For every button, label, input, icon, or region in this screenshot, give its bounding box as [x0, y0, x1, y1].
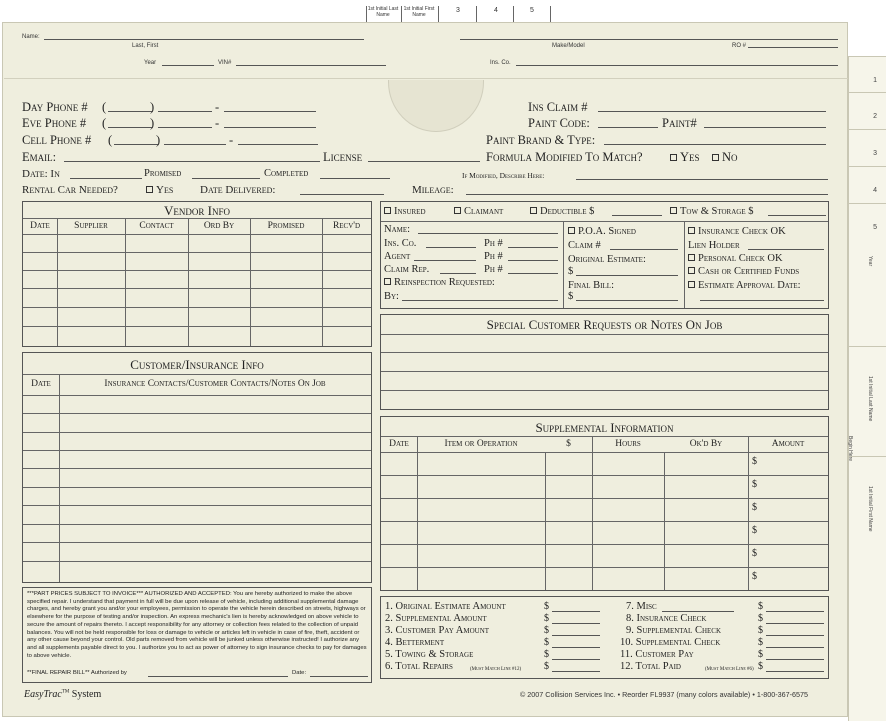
total-line-3-field[interactable]: [552, 635, 600, 636]
tow-storage-field[interactable]: [768, 215, 826, 216]
make-model-label: Make/Model: [552, 43, 585, 49]
deductible-checkbox[interactable]: Deductible $: [530, 206, 594, 217]
authorized-by-field[interactable]: [148, 676, 288, 677]
paint-code-label: Paint Code:: [528, 116, 590, 130]
year-label: Year: [144, 60, 157, 66]
total-line-2-field[interactable]: [552, 623, 600, 624]
total-line-7-dollar: $: [758, 601, 763, 612]
total-line-10-label: 10. Supplemental Check: [620, 637, 721, 648]
total-line-4-dollar: $: [544, 637, 549, 648]
final-bill-authorized-label: **FINAL REPAIR BILL** Authorized by: [27, 670, 127, 676]
vendor-col-contact: Contact: [139, 221, 174, 231]
rental-yes-checkbox[interactable]: Yes: [146, 184, 173, 196]
supp-col-okd-by: Ok'd By: [689, 439, 723, 449]
total-line-8-dollar: $: [758, 613, 763, 624]
final-bill-label: Final Bill:: [568, 280, 614, 291]
total-line-11-field[interactable]: [766, 659, 824, 660]
side-tab-last-name[interactable]: 1st Initial Last Name: [867, 376, 873, 422]
formula-no-checkbox[interactable]: No: [712, 150, 738, 165]
ins-co-label: Ins. Co.: [384, 238, 417, 249]
formula-yes-checkbox[interactable]: Yes: [670, 150, 700, 165]
total-line-5-label: 5. Towing & Storage: [385, 649, 474, 660]
customer-col-notes: Insurance Contacts/Customer Contacts/Notes On Job: [104, 379, 326, 389]
agent-phone-field[interactable]: [508, 260, 558, 261]
vin-label: VIN#: [218, 60, 232, 66]
lien-holder-field[interactable]: [748, 249, 824, 250]
eve-phone-label: Eve Phone #: [22, 116, 87, 130]
ins-co-phone-field[interactable]: [508, 247, 558, 248]
license-label: License: [323, 150, 363, 164]
total-line-1-label: 1. Original Estimate Amount: [385, 601, 506, 612]
special-requests-title: Special Customer Requests or Notes On Job: [486, 317, 723, 332]
claim-rep-label: Claim Rep.: [384, 264, 430, 275]
total-line-9-label: 9. Supplemental Check: [626, 625, 722, 636]
total-line-6-note: (Must Match Line #12): [470, 667, 522, 672]
final-bill-dollar: $: [568, 291, 574, 302]
reinspection-by-field[interactable]: [402, 300, 558, 301]
cell-phone-prefix[interactable]: [164, 144, 226, 145]
lien-holder-label: Lien Holder: [688, 240, 740, 251]
total-line-12-note: (Must Match Line #6): [705, 667, 754, 672]
original-estimate-field[interactable]: [576, 275, 678, 276]
supp-row5-dollar: $: [752, 548, 757, 559]
total-line-10-field[interactable]: [766, 647, 824, 648]
claim-number-label: Claim #: [568, 240, 601, 251]
eve-phone-prefix[interactable]: [158, 127, 212, 128]
paint-number-field[interactable]: [704, 127, 826, 128]
total-line-9-field[interactable]: [766, 635, 824, 636]
total-line-11-label: 11. Customer Pay: [620, 649, 694, 660]
total-line-4-field[interactable]: [552, 647, 600, 648]
total-line-6-field[interactable]: [552, 671, 600, 672]
last-first-label: Last, First: [132, 43, 159, 49]
ins-co-phone-label: Ph #: [484, 238, 503, 249]
completed-field[interactable]: [320, 178, 390, 179]
customer-insurance-title: Customer/Insurance Info: [130, 357, 264, 372]
mileage-label: Mileage:: [412, 184, 454, 196]
vendor-col-ord-by: Ord By: [203, 221, 235, 231]
ins-claim-label: Ins Claim #: [528, 100, 588, 114]
promised-label: Promised: [144, 168, 182, 179]
cell-phone-area[interactable]: [114, 144, 158, 145]
total-line-1-dollar: $: [544, 601, 549, 612]
if-modified-field[interactable]: [576, 179, 828, 180]
side-tab-1[interactable]: 1: [849, 56, 886, 114]
original-estimate-dollar: $: [568, 266, 574, 277]
reinspection-checkbox[interactable]: Reinspection Requested:: [384, 277, 495, 288]
date-in-label: Date: In: [22, 168, 60, 180]
supp-row6-dollar: $: [752, 571, 757, 582]
total-line-8-field[interactable]: [766, 623, 824, 624]
supp-col-dollar: $: [566, 439, 571, 449]
agent-phone-label: Ph #: [484, 251, 503, 262]
total-line-8-label: 8. Insurance Check: [626, 613, 707, 624]
total-line-6-dollar: $: [544, 661, 549, 672]
reinspection-by-label: By:: [384, 291, 399, 302]
supp-row2-dollar: $: [752, 479, 757, 490]
claim-rep-phone-label: Ph #: [484, 264, 503, 275]
supp-col-item: Item or Operation: [444, 439, 518, 449]
ins-claim-field[interactable]: [598, 111, 826, 112]
customer-col-date: Date: [31, 379, 51, 389]
brand-logo: EasyTrac™ System: [24, 689, 102, 700]
total-line-3-dollar: $: [544, 625, 549, 636]
claim-number-field[interactable]: [610, 249, 678, 250]
authorized-date-field[interactable]: [310, 676, 368, 677]
total-line-1-field[interactable]: [552, 611, 600, 612]
email-label: Email:: [22, 150, 57, 164]
if-modified-label: If Modified, Describe Here:: [462, 171, 545, 180]
estimate-approval-field[interactable]: [700, 300, 824, 301]
paint-brand-field[interactable]: [604, 144, 826, 145]
vendor-info-title: Vendor Info: [164, 203, 230, 218]
total-line-3-label: 3. Customer Pay Amount: [385, 625, 490, 636]
side-tab-5[interactable]: 5: [849, 203, 886, 240]
eve-phone-number[interactable]: [224, 127, 316, 128]
day-phone-prefix[interactable]: [158, 111, 212, 112]
day-phone-label: Day Phone #: [22, 100, 88, 114]
estimate-approval-checkbox[interactable]: Estimate Approval Date:: [688, 280, 801, 291]
total-line-7-field[interactable]: [766, 611, 824, 612]
name-label: Name:: [22, 34, 40, 40]
side-tab-first-name[interactable]: 1st Initial First Name: [867, 486, 873, 532]
authorization-text: ***PART PRICES SUBJECT TO INVOICE*** AUTHORIZED AND ACCEPTED: You are hereby authorized to make the above specified repair. I understand that payment in full will be due upon release of vehicle, including additional supplemental damage charges, and hereby grant you and/or your employees, permission to operate the vehicle herein described on streets, highways or elsewhere for the purpose of testing and/or inspection. An express mechanic's lien is hereby acknowledged on above vehicle to secure the amount of repairs thereto. I accept responsibility for any attorney or collection fees related to the collection of unpaid balances. You will not be held responsible for loss or damage to vehicle or articles left in vehicle in case of fire, theft, accident or any other cause beyond your control. Old parts removed from vehicle will be junked unless otherwise instructed! I authorize any and all supplements payable direct to you. I authorize you to act as power of attorney to sign insurance checks to pay for damages to above vehicle.: [27, 591, 367, 659]
claim-rep-phone-field[interactable]: [508, 273, 558, 274]
supp-col-amount: Amount: [771, 439, 805, 449]
email-field[interactable]: [64, 161, 320, 162]
side-tab-4[interactable]: 4: [849, 166, 886, 203]
original-estimate-label: Original Estimate:: [568, 254, 646, 265]
final-bill-field[interactable]: [576, 300, 678, 301]
top-tab-first-name[interactable]: 1st Initial First Name: [403, 6, 435, 18]
mileage-field[interactable]: [466, 194, 828, 195]
ro-label: RO #: [732, 43, 747, 49]
side-tab-year[interactable]: Year: [867, 256, 873, 267]
claim-rep-field[interactable]: [440, 273, 476, 274]
rental-car-label: Rental Car Needed?: [22, 184, 118, 196]
date-delivered-field[interactable]: [300, 194, 384, 195]
day-phone-area[interactable]: [108, 111, 152, 112]
total-line-4-label: 4. Betterment: [385, 637, 445, 648]
license-field[interactable]: [368, 161, 480, 162]
ins-name-label: Name:: [384, 224, 411, 235]
agent-label: Agent: [384, 251, 411, 262]
agent-field[interactable]: [414, 260, 476, 261]
ins-co-field[interactable]: [426, 247, 476, 248]
insured-checkbox[interactable]: Insured: [384, 206, 426, 217]
total-line-2-label: 2. Supplemental Amount: [385, 613, 487, 624]
supp-col-hours: Hours: [615, 439, 641, 449]
eve-phone-area[interactable]: [108, 127, 152, 128]
top-tab-4[interactable]: 4: [494, 7, 498, 14]
side-tab-3[interactable]: 3: [849, 129, 886, 166]
total-line-9-dollar: $: [758, 625, 763, 636]
promised-field[interactable]: [192, 178, 260, 179]
total-line-7-label: 7. Misc: [626, 601, 657, 612]
top-tab-3[interactable]: 3: [456, 7, 460, 14]
day-phone-number[interactable]: [224, 111, 316, 112]
paint-number-label: Paint#: [662, 116, 697, 130]
paint-brand-label: Paint Brand & Type:: [486, 133, 596, 147]
supp-row4-dollar: $: [752, 525, 757, 536]
poa-signed-checkbox[interactable]: P.O.A. Signed: [568, 226, 636, 237]
date-delivered-label: Date Delivered:: [200, 184, 276, 196]
deductible-field[interactable]: [612, 215, 662, 216]
tow-storage-checkbox[interactable]: Tow & Storage $: [670, 206, 753, 217]
total-line-12-dollar: $: [758, 661, 763, 672]
cell-phone-label: Cell Phone #: [22, 133, 92, 147]
side-tab-begin-here: Begin Here: [847, 436, 853, 462]
top-tab-5[interactable]: 5: [530, 7, 534, 14]
claimant-checkbox[interactable]: Claimant: [454, 206, 503, 217]
supp-col-date: Date: [389, 439, 409, 449]
ins-co-header-label: Ins. Co.: [490, 60, 511, 66]
total-line-12-label: 12. Total Paid: [620, 661, 681, 672]
total-line-2-dollar: $: [544, 613, 549, 624]
total-line-11-dollar: $: [758, 649, 763, 660]
vendor-col-date: Date: [30, 221, 50, 231]
total-line-10-dollar: $: [758, 637, 763, 648]
ins-name-field[interactable]: [418, 233, 558, 234]
total-line-5-dollar: $: [544, 649, 549, 660]
total-line-6-label: 6. Total Repairs: [385, 661, 453, 672]
cash-certified-checkbox[interactable]: Cash or Certified Funds: [688, 266, 799, 277]
side-tab-strip: [848, 56, 886, 721]
completed-label: Completed: [264, 168, 309, 179]
insurance-check-ok-checkbox[interactable]: Insurance Check OK: [688, 226, 786, 237]
side-tab-2[interactable]: 2: [849, 92, 886, 129]
cell-phone-number[interactable]: [238, 144, 318, 145]
supp-row3-dollar: $: [752, 502, 757, 513]
total-line-12-field[interactable]: [766, 671, 824, 672]
supp-row1-dollar: $: [752, 456, 757, 467]
authorized-date-label: Date:: [292, 670, 307, 676]
date-in-field[interactable]: [70, 178, 142, 179]
vendor-col-supplier: Supplier: [74, 221, 108, 231]
vendor-col-recvd: Recv'd: [332, 221, 361, 231]
vendor-col-promised: Promised: [267, 221, 305, 231]
top-tab-last-name[interactable]: 1st Initial Last Name: [367, 6, 399, 18]
personal-check-ok-checkbox[interactable]: Personal Check OK: [688, 253, 783, 264]
total-line-5-field[interactable]: [552, 659, 600, 660]
copyright-text: © 2007 Collision Services Inc. • Reorder FL9937 (many colors available) • 1-800-367-6575: [520, 690, 808, 699]
formula-modified-label: Formula Modified To Match?: [486, 150, 643, 164]
supplemental-title: Supplemental Information: [535, 420, 674, 435]
misc-desc-field[interactable]: [662, 611, 734, 612]
paint-code-field[interactable]: [598, 127, 658, 128]
